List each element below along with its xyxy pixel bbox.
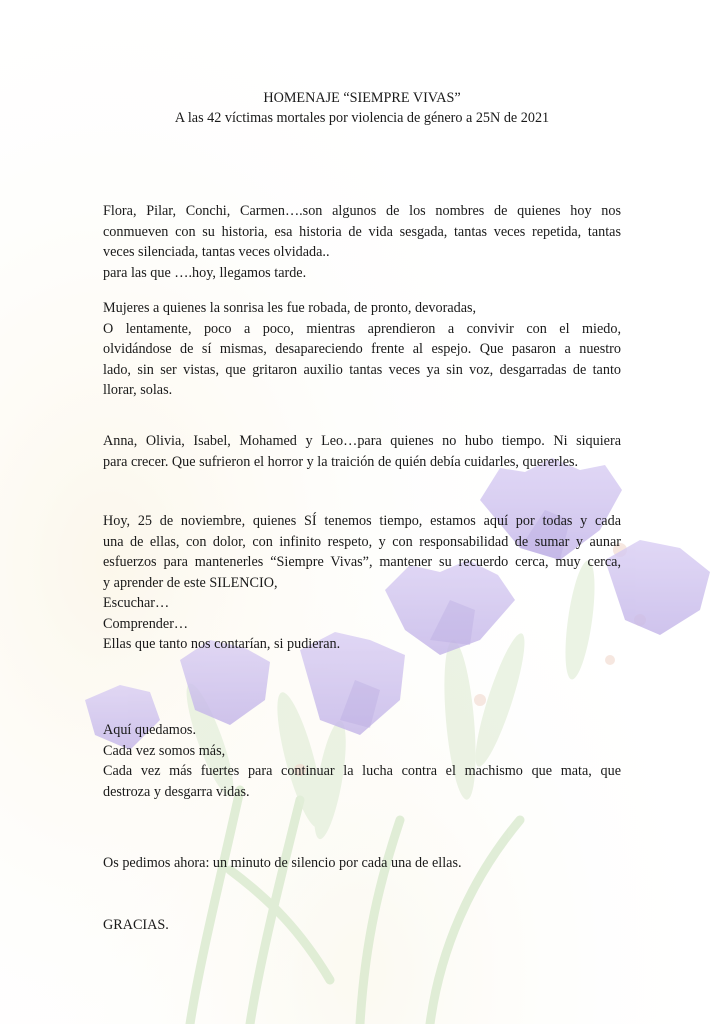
title-line-1: HOMENAJE “SIEMPRE VIVAS” bbox=[263, 90, 461, 106]
paragraph-line: Escuchar… bbox=[103, 595, 170, 611]
paragraph bbox=[103, 720, 621, 802]
paragraph-line: Cada vez somos más, bbox=[103, 742, 226, 759]
paragraph-line: olvidándose de sí mismas, desapareciendo frente al espejo. Que pasaron a nuestro bbox=[103, 341, 621, 357]
paragraph-line: y aprender de este SILENCIO, bbox=[103, 574, 278, 591]
paragraph bbox=[103, 915, 621, 936]
paragraph-line: O lentamente, poco a poco, mientras aprendieron a convivir con el miedo, bbox=[103, 320, 621, 337]
paragraph-line: Os pedimos ahora: un minuto de silencio por cada una de ellas. bbox=[103, 855, 462, 871]
paragraph-line: destroza y desgarra vidas. bbox=[103, 783, 250, 800]
paragraph bbox=[103, 201, 621, 283]
paragraph-line: Anna, Olivia, Isabel, Mohamed y Leo…para quienes no hubo tiempo. Ni siquiera bbox=[103, 433, 621, 449]
paragraph-line: una de ellas, con dolor, con infinito respeto, y con responsabilidad de sumar y aunar bbox=[103, 533, 621, 550]
paragraph bbox=[103, 511, 621, 655]
paragraph-line: para crecer. Que sufrieron el horror y la traición de quién debía cuidarles, quererles. bbox=[103, 453, 579, 470]
title-line-2: A las 42 víctimas mortales por violencia de género a 25N de 2021 bbox=[174, 110, 550, 126]
paragraph-line: Mujeres a quienes la sonrisa les fue robada, de pronto, devoradas, bbox=[103, 300, 477, 316]
paragraph bbox=[103, 853, 621, 874]
paragraph-line: lado, sin ser vistas, que gritaron auxilio tantas veces ya sin voz, desgarradas de tanto bbox=[103, 361, 621, 378]
paragraph-line: veces silenciada, tantas veces olvidada.. bbox=[103, 244, 330, 260]
document-title bbox=[0, 88, 724, 128]
paragraph-line: llorar, solas. bbox=[103, 382, 173, 398]
paragraph bbox=[103, 298, 621, 401]
paragraph-line: para las que ….hoy, llegamos tarde. bbox=[103, 264, 307, 281]
paragraph-line: Cada vez más fuertes para continuar la lucha contra el machismo que mata, que bbox=[103, 763, 621, 779]
paragraph-line: Hoy, 25 de noviembre, quienes SÍ tenemos tiempo, estamos aquí por todas y cada bbox=[103, 513, 621, 529]
paragraph-line: Ellas que tanto nos contarían, si pudieran. bbox=[103, 636, 341, 652]
paragraph-line: Aquí quedamos. bbox=[103, 722, 196, 738]
paragraph-line: conmueven con su historia, esa historia de vida sesgada, tantas veces repetida, tantas bbox=[103, 223, 621, 240]
paragraph-line: Flora, Pilar, Conchi, Carmen….son algunos de los nombres de quienes hoy nos bbox=[103, 203, 621, 219]
paragraph bbox=[103, 431, 621, 472]
paragraph-line: esfuerzos para mantenerles “Siempre Vivas”, mantener su recuerdo cerca, muy cerca, bbox=[103, 554, 621, 570]
paragraph-line: Comprender… bbox=[103, 615, 189, 632]
paragraph-line: GRACIAS. bbox=[103, 917, 169, 933]
